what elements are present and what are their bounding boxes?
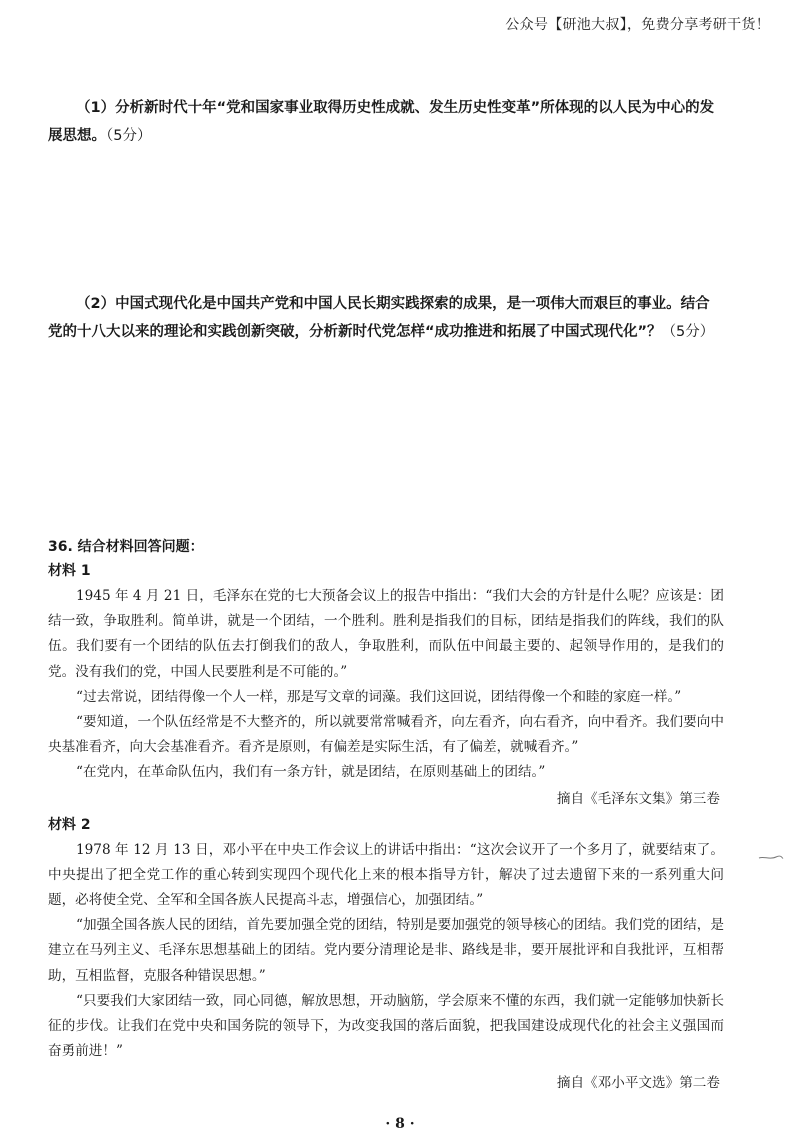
material-2-paragraph: 1978 年 12 月 13 日，邓小平在中央工作会议上的讲话中指出：“这次会议开了一个多月了，就要结束了。中央提出了把全党工作的重心转到实现四个现代化上来的根本指导方针，解决了过去遗留下来的一系列重大问题，必将使全党、全军和全国各族人民提高斗志，增强信心，加强团结。” [48, 841, 724, 909]
question-2 [48, 290, 724, 346]
material-2-source: 摘自《邓小平文选》第二卷 [556, 1075, 720, 1092]
material-1-heading: 材料 1 [48, 563, 91, 579]
material-2-heading: 材料 2 [48, 816, 91, 833]
question-1 [48, 94, 724, 150]
question-1-text: （1）分析新时代十年“党和国家事业取得历史性成就、发生历史性变革”所体现的以人民为中心的发展思想。 [48, 100, 715, 144]
page-number: · 8 · [385, 1116, 415, 1132]
scan-mark [758, 855, 784, 861]
material-1-paragraph: 1945 年 4 月 21 日，毛泽东在党的七大预备会议上的报告中指出：“我们大会的方针是什么呢？应该是：团结一致，争取胜利。简单讲，就是一个团结，一个胜利。胜利是指我们的目标，团结是指我们的阵线，我们的队伍。我们要有一个团结的队伍去打倒我们的敌人，争取胜利，而队伍中间最主要的、起领导作用的，是我们的党。没有我们的党，中国人民要胜利是不可能的。” [48, 588, 724, 680]
material-1-paragraph: “在党内，在革命队伍内，我们有一条方针，就是团结，在原则基础上的团结。” [76, 764, 546, 781]
question-2-text: （2）中国式现代化是中国共产党和中国人民长期实践探索的成果，是一项伟大而艰巨的事业。结合党的十八大以来的理论和实践创新突破，分析新时代党怎样“成功推进和拓展了中国式现代化”？ [48, 296, 710, 340]
material-1-source: 摘自《毛泽东文集》第三卷 [556, 790, 720, 807]
material-2-paragraph: “只要我们大家团结一致，同心同德，解放思想，开动脑筋，学会原来不懂的东西，我们就一定能够加快新长征的步伐。让我们在党中央和国务院的领导下，为改变我国的落后面貌，把我国建设成现代化的社会主义强国而奋勇前进！” [48, 992, 724, 1060]
question-36-title: 36. 结合材料回答问题： [48, 539, 204, 555]
watermark-text: 公众号【研池大叔】，免费分享考研干货！ [505, 17, 770, 33]
material-1-paragraph: “过去常说，团结得像一个人一样，那是写文章的词藻。我们这回说，团结得像一个和睦的家庭一样。” [76, 688, 682, 705]
material-1-paragraph: “要知道，一个队伍经常是不大整齐的，所以就要常常喊看齐，向左看齐，向右看齐，向中看齐。我们要向中央基准看齐，向大会基准看齐。看齐是原则，有偏差是实际生活，有了偏差，就喊看齐。” [48, 714, 724, 756]
question-1-score: （5分） [106, 128, 152, 144]
question-36 [48, 536, 724, 1096]
material-2-paragraph: “加强全国各族人民的团结，首先要加强全党的团结，特别是要加强党的领导核心的团结。我们党的团结，是建立在马列主义、毛泽东思想基础上的团结。党内要分清理论是非、路线是非，要开展批评和自我批评，互相帮助，互相监督，克服各种错误思想。” [48, 917, 724, 984]
question-2-score: （5分） [661, 324, 715, 340]
